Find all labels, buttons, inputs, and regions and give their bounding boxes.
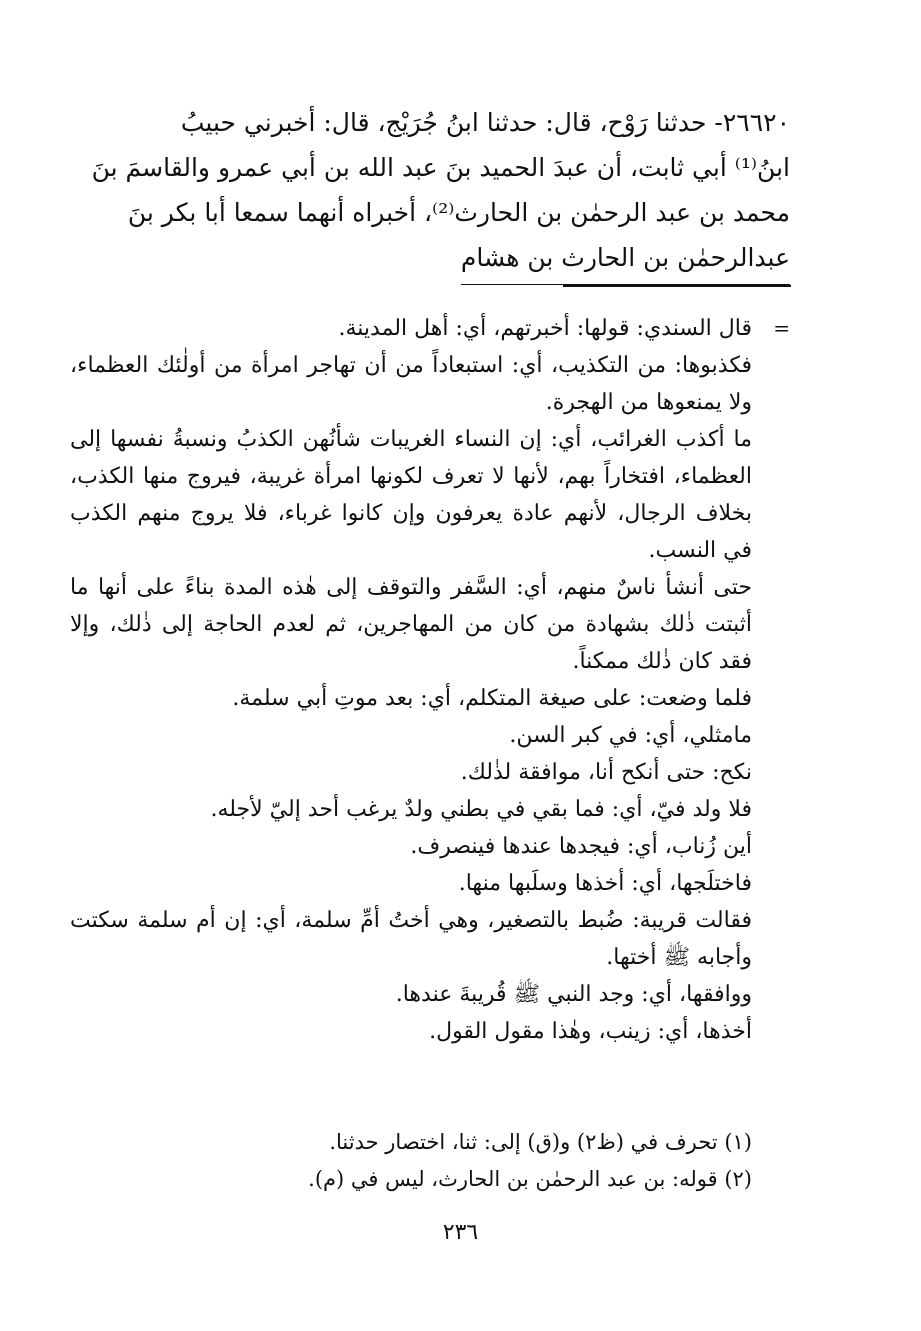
commentary-paragraph: فاختلَجها، أي: أخذها وسلَبها منها. [458, 871, 752, 896]
hadith-last-line: عبدالرحمٰن بن الحارث بن هشام [461, 235, 790, 285]
hadith-text [70, 100, 790, 285]
commentary-paragraph: ووافقها، أي: وجد النبي ﷺ قُريبةَ عندها. [395, 982, 752, 1007]
commentary-paragraph: حتى أنشأ ناسٌ منهم، أي: السَّفر والتوقف إلى هٰذه المدة بناءً على أنها ما أثبتت ذٰلك بشهادة من كان من المهاجرين، ثم لعدم الحاجة إلى ذٰلك، وإلا فقد كان ذٰلك ممكناً. [70, 575, 752, 674]
commentary-paragraph: فلا ولد فيّ، أي: فما بقي في بطني ولدٌ يرغب أحد إليّ لأجله. [210, 797, 752, 822]
hadith-line: محمد بن عبد الرحمٰن بن الحارث⁽²⁾، أخبراه أنهما سمعا أبا بكر بنَ [127, 198, 790, 227]
commentary-paragraph: قال السندي: قولها: أخبرتهم، أي: أهل المدينة. [338, 316, 752, 341]
footnote: (١) تحرف في (ظ٢) و(ق) إلى: ثنا، اختصار حدثنا. [329, 1130, 752, 1154]
footnote-separator [563, 285, 791, 287]
commentary-text [70, 310, 790, 1050]
commentary-paragraph: أخذها، أي: زينب، وهٰذا مقول القول. [429, 1019, 752, 1044]
page-number: ٢٣٦ [442, 1220, 479, 1245]
commentary-paragraph: نكح: حتى أنكح أنا، موافقة لذٰلك. [460, 760, 752, 785]
continuation-mark: = [773, 316, 790, 340]
commentary-paragraph: ما أكذب الغرائب، أي: إن النساء الغريبات شأنُهن الكذبُ ونسبةُ نفسها إلى العظماء، افتخاراً بهم، لأنها لا تعرف لكونها امرأة غريبة، فيروج منها الكذب، بخلاف الرجال، لأنهم عادة يعرفون وإن كانوا غرباء، فلا يروج منهم الكذب في النسب. [70, 427, 752, 563]
footnote: (٢) قوله: بن عبد الرحمٰن بن الحارث، ليس في (م). [308, 1167, 752, 1191]
commentary-paragraph: أين زُناب، أي: فيجدها عندها فينصرف. [410, 834, 752, 859]
hadith-line: ابنُ⁽¹⁾ أبي ثابت، أن عبدَ الحميد بنَ عبد الله بن أبي عمرو والقاسمَ بنَ [91, 153, 790, 182]
commentary-paragraph: فلما وضعت: على صيغة المتكلم، أي: بعد موتِ أبي سلمة. [232, 686, 752, 711]
commentary-paragraph: مامثلي، أي: في كبر السن. [509, 723, 752, 748]
hadith-line [70, 235, 790, 285]
commentary-paragraph: فكذبوها: من التكذيب، أي: استبعاداً من أن تهاجر امرأة من أولٰئك العظماء، ولا يمنعوها من الهجرة. [70, 353, 752, 415]
hadith-line: ٢٦٦٢٠- حدثنا رَوْح، قال: حدثنا ابنُ جُرَيْج، قال: أخبرني حبيبُ [180, 108, 790, 137]
footnotes [70, 1124, 790, 1198]
commentary-paragraph: فقالت قريبة: ضُبط بالتصغير، وهي أختُ أمِّ سلمة، أي: إن أم سلمة سكتت وأجابه ﷺ أختها. [70, 908, 752, 970]
